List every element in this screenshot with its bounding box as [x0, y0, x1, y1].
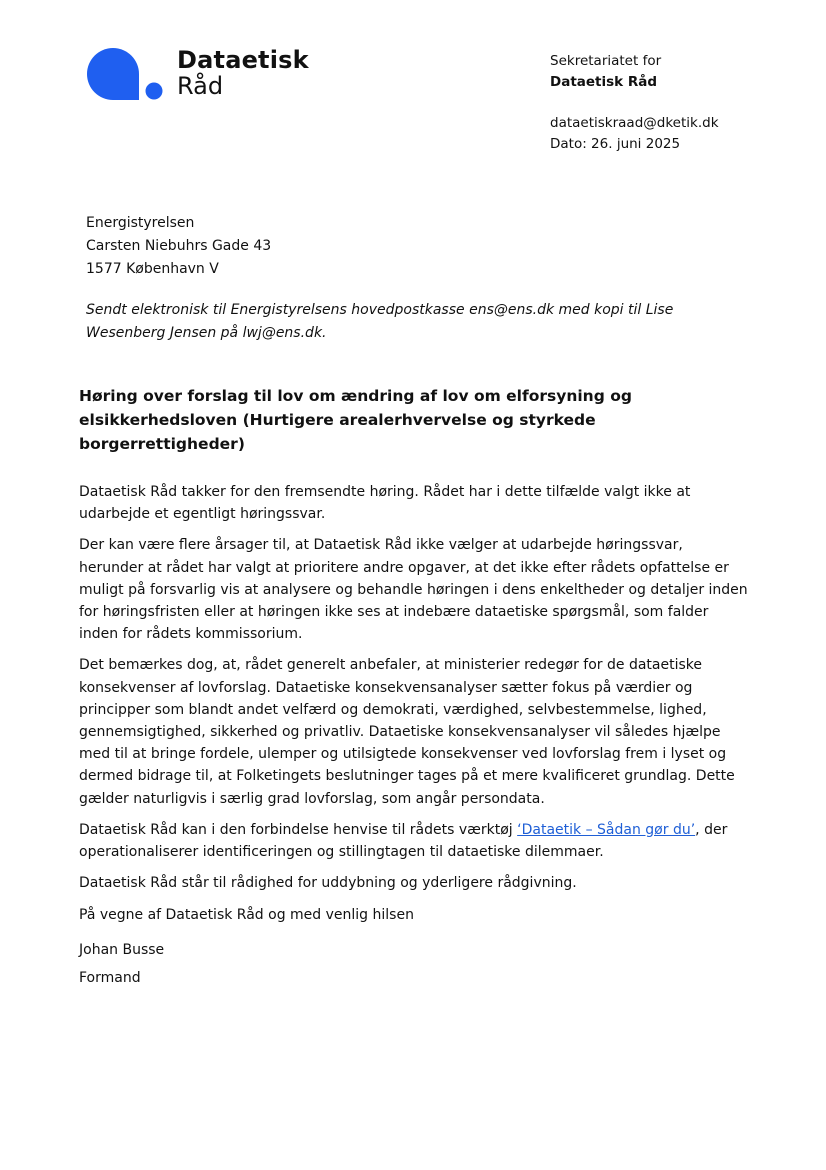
dataetik-tool-link[interactable]: ‘Dataetik – Sådan gør du’ [517, 821, 696, 838]
signatory-name: Johan Busse [79, 941, 165, 958]
paragraph-4-text-before: Dataetisk Råd kan i den forbindelse henvise til rådets værktøj [79, 821, 518, 838]
closing-line: På vegne af Dataetisk Råd og med venlig hilsen [79, 907, 414, 924]
paragraph-3: Det bemærkes dog, at, rådet generelt anbefaler, at ministerier redegør for de dataetiske konsekvenser af lovforslag. Dataetiske konsekvensanalyser sætter fokus på værdier og principper som blandt andet velfærd og demokrati, værdighed, selvbestemmelse, lighed, gennemsigtighed, sikkerhed og privatliv. Dataetiske konsekvensanalyser vil således hjælpe med til at bringe fordele, ulemper og utilsigtede konsekvenser ved lovforslag frem i lyset og dermed bidrage til, at Folketingets beslutninger tages på et mere kvalificeret grundlag. Dette gælder naturligvis i særlig grad lovforslag, som angår persondata. [79, 657, 735, 807]
logo-wordmark [177, 48, 309, 99]
sender-line1: Sekretariatet for [550, 53, 662, 69]
letter-body [79, 481, 751, 992]
sender-name: Dataetisk Råd [550, 74, 657, 90]
recipient-street: Carsten Niebuhrs Gade 43 [86, 238, 272, 254]
paragraph-2: Der kan være flere årsager til, at Dataetisk Råd ikke vælger at udarbejde høringssvar, herunder at rådet har valgt at prioritere andre opgaver, at det ikke efter rådets opfattelse er muligt på forsvarlig vis at analysere og behandle høringen i dens enkeltheder og detaljer inden for høringsfristen eller at høringen ikke ses at indebære dataetiske spørgsmål, som falder inden for rådets kommissorium. [79, 537, 748, 643]
paragraph-1: Dataetisk Råd takker for den fremsendte høring. Rådet har i dette tilfælde valgt ikke at udarbejde et egentligt høringssvar. [79, 484, 691, 523]
recipient-address [86, 212, 271, 281]
sender-email: dataetiskraad@dketik.dk [550, 115, 719, 131]
letter-date: Dato: 26. juni 2025 [550, 136, 681, 152]
logo-line1: Dataetisk [177, 46, 309, 74]
sent-note: Sendt elektronisk til Energistyrelsens hovedpostkasse ens@ens.dk med kopi til Lise Wesenberg Jensen på lwj@ens.dk. [86, 302, 674, 341]
logo-mark-icon [87, 48, 167, 104]
subject-heading: Høring over forslag til lov om ændring af lov om elforsyning og elsikkerhedsloven (Hurtigere arealerhvervelse og styrkede borgerrettigheder) [79, 387, 632, 453]
recipient-name: Energistyrelsen [86, 215, 195, 231]
sender-block [550, 51, 719, 155]
logo-line2: Råd [177, 72, 224, 100]
paragraph-4-text-after: , der operationaliserer identificeringen og stillingtagen til dataetiske dilemmaer. [79, 821, 728, 861]
recipient-city: 1577 København V [86, 261, 219, 277]
logo [87, 48, 327, 104]
paragraph-5: Dataetisk Råd står til rådighed for uddybning og yderligere rådgivning. [79, 875, 577, 892]
paragraph-4 [79, 819, 751, 863]
signatory-title: Formand [79, 969, 141, 986]
